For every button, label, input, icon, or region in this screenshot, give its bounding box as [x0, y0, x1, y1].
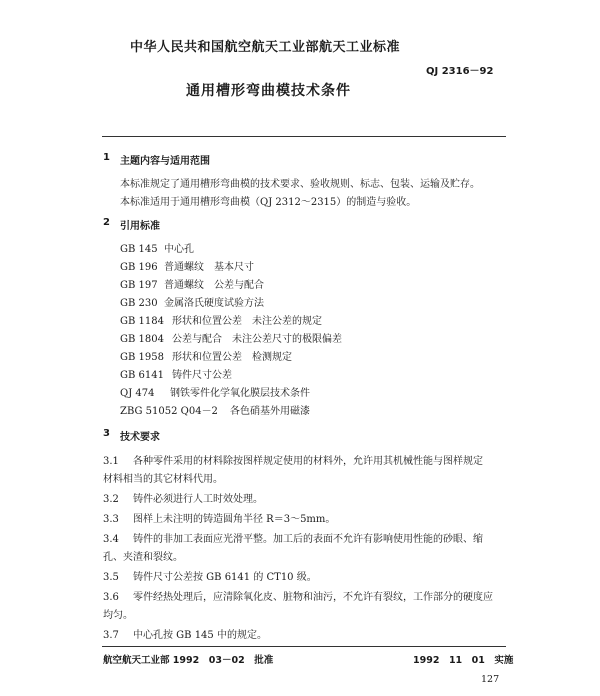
approval-line: 航空航天工业部 1992 03－02 批准: [103, 655, 274, 666]
page-number: 127: [481, 674, 500, 685]
section-1-paragraph-2: 本标准适用于通用槽形弯曲模（QJ 2312～2315）的制造与验收。: [120, 197, 417, 208]
clause-text: 中心孔按 GB 145 中的规定。: [133, 630, 267, 641]
reference-name: 金属洛氏硬度试验方法: [164, 298, 264, 309]
clause-3-6: [103, 588, 493, 603]
standard-code: QJ 2316－92: [426, 66, 494, 77]
reference-item: [120, 402, 310, 417]
clause-text: 铸件的非加工表面应光滑平整。加工后的表面不允许有影响使用性能的砂眼、缩: [133, 534, 483, 545]
clause-number: 3.2: [103, 494, 119, 505]
clause-3-7: [103, 626, 267, 641]
reference-name: 铸件尺寸公差: [172, 370, 232, 381]
clause-number: 3.1: [103, 456, 119, 467]
clause-3-4: [103, 530, 483, 545]
clause-number: 3.6: [103, 592, 119, 603]
reference-name: 公差与配合 未注公差尺寸的极限偏差: [172, 334, 342, 345]
clause-text: 图样上未注明的铸造圆角半径 R＝3～5mm。: [133, 514, 336, 525]
footer-rule: [102, 646, 506, 647]
section-2-number: 2: [103, 217, 110, 228]
section-1-title: 主题内容与适用范围: [120, 156, 210, 167]
reference-name: 钢铁零件化学氧化膜层技术条件: [170, 388, 310, 399]
section-2-title: 引用标准: [120, 221, 160, 232]
section-1-number: 1: [103, 152, 110, 163]
section-3-number: 3: [103, 428, 110, 439]
reference-name: 形状和位置公差 未注公差的规定: [172, 316, 322, 327]
reference-item: [120, 276, 264, 291]
clause-3-2: [103, 490, 263, 505]
reference-item: [120, 384, 310, 399]
reference-code: GB 1958: [120, 352, 164, 363]
reference-code: QJ 474: [120, 388, 155, 399]
header-rule: [102, 136, 506, 137]
reference-code: GB 196: [120, 262, 158, 273]
clause-3-3: [103, 510, 335, 525]
clause-text: 铸件必须进行人工时效处理。: [133, 494, 263, 505]
reference-name: 普通螺纹 公差与配合: [164, 280, 264, 291]
reference-item: [120, 330, 342, 345]
clause-3-5: [103, 568, 317, 583]
reference-item: [120, 348, 292, 363]
reference-code: GB 1184: [120, 316, 164, 327]
reference-code: GB 197: [120, 280, 158, 291]
implementation-date: 1992 11 01 实施: [413, 655, 514, 666]
document-title: 通用槽形弯曲模技术条件: [186, 83, 351, 99]
clause-3-1: [103, 452, 483, 467]
clause-number: 3.7: [103, 630, 119, 641]
clause-text: 各种零件采用的材料除按图样规定使用的材料外，允许用其机械性能与图样规定: [133, 456, 483, 467]
reference-item: [120, 294, 264, 309]
reference-name: 中心孔: [164, 244, 194, 255]
clause-number: 3.4: [103, 534, 119, 545]
reference-item: [120, 312, 322, 327]
clause-number: 3.5: [103, 572, 119, 583]
section-3-title: 技术要求: [120, 432, 160, 443]
issuing-authority: 中华人民共和国航空航天工业部航天工业标准: [130, 40, 401, 55]
reference-item: [120, 258, 254, 273]
clause-3-4-continuation: 孔、夹渣和裂纹。: [103, 552, 183, 563]
reference-code: GB 6141: [120, 370, 164, 381]
clause-text: 铸件尺寸公差按 GB 6141 的 CT10 级。: [133, 572, 317, 583]
clause-number: 3.3: [103, 514, 119, 525]
reference-name: 各色硝基外用磁漆: [230, 406, 310, 417]
reference-name: 形状和位置公差 检测规定: [172, 352, 292, 363]
clause-text: 零件经热处理后，应清除氧化皮、脏物和油污，不允许有裂纹，工作部分的硬度应: [133, 592, 493, 603]
reference-code: GB 1804: [120, 334, 164, 345]
reference-item: [120, 366, 232, 381]
reference-item: [120, 240, 194, 255]
reference-name: 普通螺纹 基本尺寸: [164, 262, 254, 273]
clause-3-6-continuation: 均匀。: [103, 610, 133, 621]
section-1-paragraph-1: 本标准规定了通用槽形弯曲模的技术要求、验收规则、标志、包装、运输及贮存。: [120, 179, 480, 190]
clause-3-1-continuation: 材料相当的其它材料代用。: [103, 474, 223, 485]
reference-code: GB 145: [120, 244, 158, 255]
reference-code: GB 230: [120, 298, 158, 309]
reference-code: ZBG 51052 Q04－2: [120, 406, 218, 417]
